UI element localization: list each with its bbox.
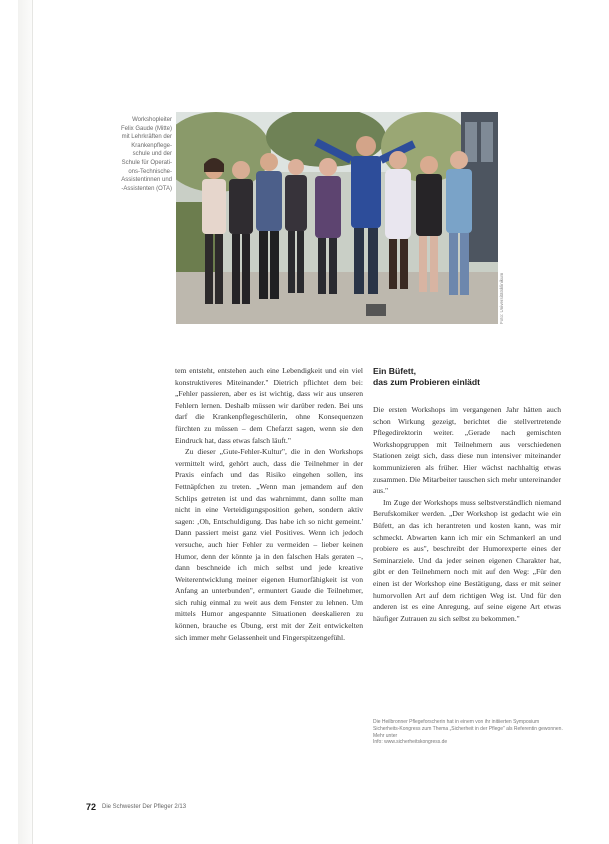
- page-number: 72: [86, 802, 97, 812]
- article-column-right: [373, 404, 561, 624]
- footnote-link: Info: www.sicherheitskongress.de: [373, 739, 448, 746]
- caption-line: Krankenpflege-: [131, 142, 172, 149]
- caption-line: mit Lehrkräften der: [121, 134, 172, 141]
- caption-line: Felix Gaude (Mitte): [120, 125, 172, 132]
- page-binding-edge: [18, 0, 33, 844]
- photo-credit: Foto: Universitätsklinikum: [499, 272, 504, 324]
- caption-line: Workshopleiter: [132, 117, 172, 123]
- journal-title: Die Schwester Der Pfleger 2/13: [102, 804, 187, 810]
- caption-line: Assistentinnen und: [121, 177, 172, 184]
- caption-line: -Assistenten (OTA): [121, 185, 172, 192]
- footnote-text: Die Heilbronner Pflegeforscherin hat in einem von ihr initiierten Symposium Sicherheits-Kongress zum Thema „Sicherheit in der Pflege" als Referentin gewonnen. Mehr unter: [373, 719, 563, 739]
- article-column-left: [175, 365, 363, 643]
- group-photo: [176, 112, 498, 324]
- group-photo-illustration: [176, 112, 498, 324]
- paragraph: Die ersten Workshops im vergangenen Jahr hätten auch schon Wirkung gezeigt, berichtet die stellvertretende Pflegedirektorin weiter. „Gerade nach gemischten Workshopgruppen mit Teilnehmern aus verschiedenen Stationen zeigt sich, dass diese nun intensiver miteinander kommunizieren als früher. Hier wächst nachhaltig etwas zusammen. Die Mitarbeiter tauschen sich mehr untereinander aus.": [373, 405, 561, 496]
- paragraph: Zu dieser „Gute-Fehler-Kultur", die in den Workshops vermittelt wird, gehört auch, dass die Teilnehmer in der Praxis einfach und das Risiko eingehen sollen, ins Fettnäpfchen zu treten. „Wenn man jemandem auf den Schlips getreten ist und das wahrnimmt, dann sollte man nicht in eine Verteidigungsposition gehen, sondern aktiv sagen: ‚Oh, Entschuldigung. Das habe ich so nicht gemeint.' Dann passiert meist ganz viel Positives. Wenn ich jedoch versuche, auch hier Fehler zu vermeiden – lieber keinen Humor, denn der könnte ja in den falschen Hals geraten –, dann beschneide ich mich selbst und jede kreative Weiterentwicklung meiner eigenen Humorfähigkeit ist von Anfang an unterbunden", ermuntert Gaude die Teilnehmer, sich ruhig einmal zu weit aus dem Fenster zu lehnen. Um mittels Humor angespannte Situationen deeskalieren zu können, brauche es Übung, erst mit der Zeit entwickelten sich immer mehr Gelassenheit und Fingerspitzengefühl.: [175, 447, 363, 642]
- photo-caption: [92, 116, 172, 193]
- heading-line: Ein Büfett,: [373, 366, 416, 376]
- section-heading: [373, 366, 563, 388]
- footnote: [373, 719, 563, 746]
- heading-line: das zum Probieren einlädt: [373, 377, 480, 387]
- caption-line: Schule für Operati-: [121, 159, 172, 166]
- caption-line: schule und der: [132, 151, 172, 158]
- caption-line: ons-Technische-: [128, 168, 172, 175]
- paragraph: tem entsteht, entstehen auch eine Lebendigkeit und ein viel konstruktiveres Miteinander." Dietrich pflichtet dem bei: „Fehler passieren, aber es ist wichtig, dass wir aus unseren Fehlern lernen. Deshalb müssen wir darüber reden. Bei uns darf die Krankenpflegeschülerin, ohne Konsequenzen fürchten zu müssen – dem Chefarzt sagen, wenn sie den Eindruck hat, dass etwas falsch läuft.": [175, 366, 363, 445]
- paragraph: Im Zuge der Workshops muss selbstverständlich niemand Berufskomiker werden. „Der Workshop ist gedacht wie ein Büfett, an das ich herantreten und kosten kann, was mir schmeckt. Abwarten kann ich mir ein Schmankerl an und probiere es aus", beschreibt der Humorexperte eines der Seminarziele. Und da jeder seinen eigenen Charakter hat, gibt er den Teilnehmern noch mit auf den Weg: „Für den einen ist der Workshop eine Bestätigung, dass er mit seiner humorvollen Art auf dem richtigen Weg ist. Und für den anderen ist es eine Anregung, auf seine eigene Art etwas häufiger Zutrauen zu sich selbst zu bekommen.": [373, 497, 561, 623]
